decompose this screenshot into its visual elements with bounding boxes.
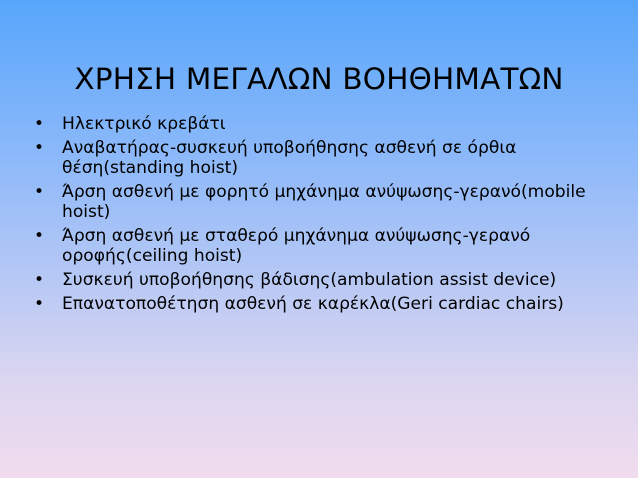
bullet-text: Άρση ασθενή με φορητό μηχάνημα ανύψωσης-γερανό(mobile hoist) [62,181,586,222]
bullet-item [34,114,604,134]
bullet-icon: • [34,181,45,202]
bullet-text: Επανατοποθέτηση ασθενή σε καρέκλα(Geri cardiac chairs) [62,293,564,314]
bullet-item [34,182,604,222]
bullet-text: Άρση ασθενή με σταθερό μηχάνημα ανύψωσης-γερανό οροφής(ceiling hoist) [62,225,531,266]
bullet-icon: • [34,225,45,246]
bullet-list [34,114,604,317]
bullet-item [34,294,604,314]
slide-title: ΧΡΗΣΗ ΜΕΓΑΛΩΝ ΒΟΗΘΗΜΑΤΩΝ [74,61,564,96]
bullet-icon: • [34,137,45,158]
bullet-item [34,270,604,290]
bullet-text: Ηλεκτρικό κρεβάτι [62,114,226,134]
bullet-icon: • [34,293,45,314]
bullet-icon: • [34,269,45,290]
bullet-icon: • [34,114,45,134]
bullet-text: Συσκευή υποβοήθησης βάδισης(ambulation assist device) [62,269,557,290]
bullet-text: Αναβατήρας-συσκευή υποβοήθησης ασθενή σε όρθια θέση(standing hoist) [62,137,517,178]
bullet-item [34,138,604,178]
bullet-item [34,226,604,266]
